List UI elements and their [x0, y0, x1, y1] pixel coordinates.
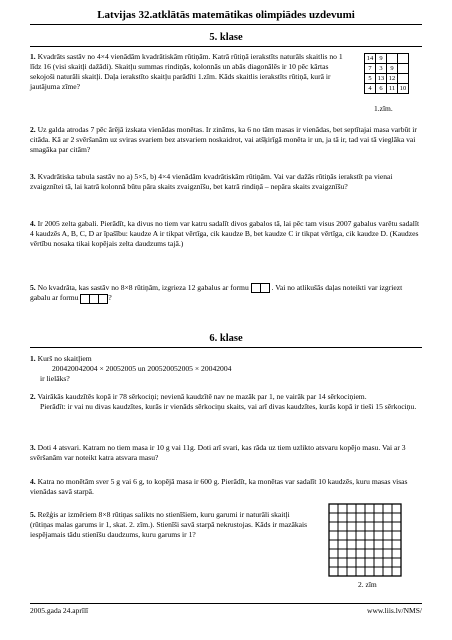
section-heading-5: 5. klase — [30, 31, 422, 47]
figure-1-table — [364, 53, 409, 94]
problem-6-2 — [30, 392, 420, 412]
footer-date: 2005.gada 24.aprīlī — [30, 606, 89, 615]
cell — [387, 54, 398, 64]
cell: 7 — [365, 64, 376, 74]
problem-expression: 200420042004 × 20052005 un 200520052005 × 20042004 — [52, 364, 232, 374]
cell — [398, 54, 409, 64]
problem-5-5 — [30, 283, 420, 304]
cell: 10 — [398, 84, 409, 94]
cell: 12 — [387, 74, 398, 84]
problem-text: Kurš no skaitļiem — [37, 354, 92, 363]
problem-text-2: Pierādīt: ir vai nu divas kaudzītes, kurās ir vienāds sērkociņu skaits, vai arī divas kaudzītes, kurās kopā ir tieši 15 sērkociņu. — [40, 402, 417, 412]
problem-text-tail: ir lielāks? — [40, 374, 70, 384]
cell: 3 — [376, 64, 387, 74]
footer — [30, 603, 422, 616]
problem-text: Doti 4 atsvari. Katram no tiem masa ir 10 g vai 11g. Doti arī svari, kas rāda uz tiem uzlikto atsvaru kopējo masu. Vai ar 3 svēršanām var noteikt katra atsvara masu? — [30, 443, 406, 463]
problem-5-1 — [30, 52, 348, 92]
problem-6-3 — [30, 443, 420, 463]
problem-text: . Vai no atlikušās daļas noteikti var izgriezt gabalu ar formu — [30, 283, 403, 303]
cell: 14 — [365, 54, 376, 64]
problem-number: 4. — [30, 219, 36, 228]
cell: 9 — [376, 54, 387, 64]
problem-number: 5. — [30, 510, 36, 519]
cell: 13 — [376, 74, 387, 84]
problem-5-2 — [30, 125, 420, 155]
problem-text: Ir 2005 zelta gabali. Pierādīt, ka divus no tiem var katru sadalīt divos gabalos tā, lai pēc tam visus 2007 gabalus varētu sadalīt 4 kaudzēs A, B, C, D ar īpašību: kaudze A ir tikpat vērtīga, cik kaudze B, bet kaudze C ir tikpat vērtīga, cik kaudze D. (Kaudzes vērtību nosaka tikai kopējais zelta daudzums tajā.) — [30, 219, 420, 249]
problem-text: Kvadrāts sastāv no 4×4 vienādām kvadrātiskām rūtiņām. Katrā rūtiņā ierakstīts naturāls skaitlis no 1 līdz 16 (visi skaitļi dažādi). Skaitļu summas rindiņās, kolonnās un abās diagonālēs ir 10 pēc kārtas sekojoši naturāli skaitļi. Daļa ierakstīto skaitļu parādīti 1.zīm. Kāds skaitlis ierakstīts rūtiņā, kurā ir jautājuma zīme? — [30, 52, 343, 92]
figure-2-caption: 2. zīm — [358, 580, 377, 589]
cell — [398, 64, 409, 74]
cell: 5 — [365, 74, 376, 84]
cell: 4 — [365, 84, 376, 94]
footer-url: www.liis.lv/NMS/ — [367, 606, 422, 615]
cell: 11 — [387, 84, 398, 94]
problem-text: Režģis ar izmēriem 8×8 rūtiņas salikts no stienīšiem, kuru garumi ir naturāli skaitļi (rūtiņas malas garums ir 1, skat. 2. zīm.). Stienīši savā starpā nekrustojas. Kāds ir mazākais iespējamais tādu stienīšu daudzums, kuru garums ir 1? — [30, 510, 308, 540]
cell: 6 — [376, 84, 387, 94]
problem-text: Uz galda atrodas 7 pēc ārējā izskata vienādas monētas. Ir zināms, ka 6 no tām masas ir vienādas, bet septītajai masa varbūt ir citāda. Kā ar 2 svēršanām uz sviras svariem bez atsvariem noskaidrot, vai atšķirīgā monēta ir un, ja tā ir, tad vai tā vieglāka vai smagāka par citām? — [30, 125, 417, 155]
cell: 9 — [387, 64, 398, 74]
problem-text: ? — [108, 293, 112, 303]
problem-text: Vairākās kaudzītēs kopā ir 78 sērkociņi; nevienā kaudzītē nav ne mazāk par 1, ne vairāk par 14 sērkociņiem. — [37, 392, 367, 401]
figure-1-caption: 1.zīm. — [374, 104, 393, 113]
problem-number: 1. — [30, 52, 36, 61]
problem-number: 5. — [30, 283, 36, 292]
problem-number: 3. — [30, 172, 36, 181]
problem-number: 4. — [30, 477, 36, 486]
problem-5-4 — [30, 219, 420, 249]
shape-1x2-icon — [251, 283, 261, 293]
problem-6-4 — [30, 477, 420, 497]
shape-1x3-icon-part — [90, 294, 99, 304]
cell — [398, 74, 409, 84]
problem-6-5 — [30, 510, 312, 540]
problem-text: No kvadrāta, kas sastāv no 8×8 rūtiņām, izgrieza 12 gabalus ar formu — [37, 283, 249, 292]
problem-number: 1. — [30, 354, 36, 363]
page-title: Latvijas 32.atklātās matemātikas olimpiādes uzdevumi — [30, 8, 422, 25]
shape-1x3-icon — [80, 294, 90, 304]
problem-number: 2. — [30, 125, 36, 134]
figure-2-grid — [328, 503, 402, 577]
problem-6-1 — [30, 354, 420, 384]
shape-1x2-icon-part — [261, 283, 270, 293]
section-heading-6: 6. klase — [30, 332, 422, 348]
problem-5-3 — [30, 172, 420, 192]
problem-number: 2. — [30, 392, 36, 401]
problem-text: Kvadrātiska tabula sastāv no a) 5×5, b) 4×4 vienādām kvadrātiskām rūtiņām. Vai var dažās rūtiņās ierakstīt pa vienai zvaigznītei tā, lai katrā kolonnā būtu pāra skaits zvaigznīšu, bet katrā rindiņā – nepāra skaits zvaigznīšu? — [30, 172, 393, 192]
problem-text: Katra no monētām sver 5 g vai 6 g, to kopējā masa ir 600 g. Pierādīt, ka monētas var sadalīt 10 kaudzēs, kuru masas visas vienādas savā starpā. — [30, 477, 408, 497]
problem-number: 3. — [30, 443, 36, 452]
